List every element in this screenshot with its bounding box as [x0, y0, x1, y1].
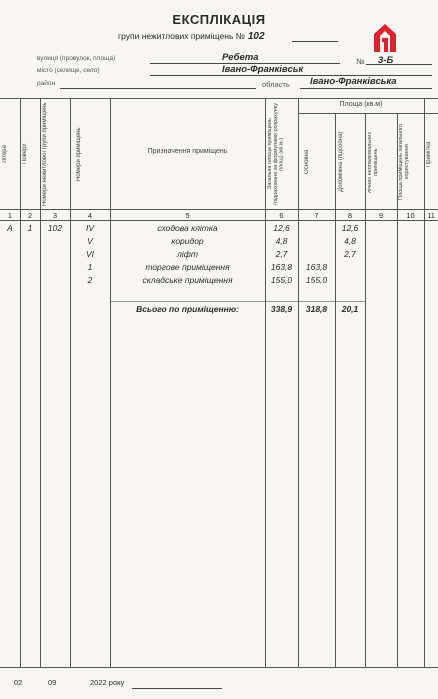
colnum-9: 9 [378, 211, 384, 220]
colnum-5: 5 [185, 211, 190, 220]
colnum-10: 10 [406, 211, 415, 220]
cell-purpose: сходова клітка [157, 223, 218, 233]
col-divider-10 [424, 98, 425, 667]
colnum-11: 11 [427, 211, 435, 220]
cell-aux: 4,8 [344, 236, 356, 246]
header-room-number: Номери приміщень [76, 127, 82, 181]
cell-main: 163,8 [305, 262, 328, 272]
cell-floor: 1 [27, 223, 33, 233]
house-label: № [356, 57, 365, 66]
region-line [300, 88, 432, 89]
document-title: ЕКСПЛІКАЦІЯ [172, 12, 266, 27]
totals-total: 338,9 [270, 304, 293, 314]
header-area-group: Площа (кв.м) [339, 101, 383, 108]
cell-purpose: коридор [171, 236, 204, 246]
cell-room: VI [85, 249, 95, 259]
col-divider-3 [70, 98, 71, 667]
totals-aux: 20,1 [341, 304, 359, 314]
street-label: вулиця (провулок, площа) [37, 55, 116, 62]
cell-total: 4,8 [275, 236, 288, 246]
header-purpose: Призначення приміщень [147, 148, 228, 155]
colnum-3: 3 [52, 211, 58, 220]
col-divider-4 [110, 98, 111, 667]
header-notes: Примітка [426, 141, 432, 167]
header-litera: Літера [2, 145, 8, 163]
cell-aux: 12,6 [341, 223, 359, 233]
footer-month: 09 [48, 678, 57, 687]
group-number-underline [292, 41, 338, 42]
col-divider-7 [335, 113, 336, 667]
group-number: 102 [247, 31, 265, 42]
cell-total: 155,0 [270, 275, 293, 285]
colnum-1: 1 [7, 211, 13, 220]
totals-separator [110, 301, 365, 302]
col-divider-8 [365, 113, 366, 667]
cell-litera: А [7, 223, 13, 233]
cell-room: 2 [87, 275, 93, 285]
col-divider-6 [298, 98, 299, 667]
header-total-area: Загальна площа приміщень (підрахована за формулами розрахунку площ) (кв.м.) [267, 103, 285, 205]
cell-aux: 2,7 [344, 249, 356, 259]
table-top-border [0, 98, 438, 99]
cell-total: 163,8 [270, 262, 293, 272]
city-value: Івано-Франківськ [222, 64, 304, 75]
col-divider-1 [20, 98, 21, 667]
table-bottom-border [0, 667, 438, 668]
district-label: район [37, 80, 56, 87]
colnum-4: 4 [87, 211, 93, 220]
cell-purpose: складське приміщення [142, 275, 233, 285]
footer-signature-line [132, 688, 222, 689]
city-label: місто (селище, село) [37, 67, 100, 74]
district-line [60, 88, 256, 89]
totals-label: Всього по приміщенню: [136, 304, 239, 314]
col-divider-5 [265, 98, 266, 667]
header-bottom-border [0, 209, 438, 210]
col-divider-2 [40, 98, 41, 667]
colnum-6: 6 [279, 211, 284, 220]
cell-room: 1 [87, 262, 93, 272]
area-group-divider [298, 113, 438, 114]
cell-group: 102 [47, 223, 63, 233]
colnum-bottom-border [0, 220, 438, 221]
header-unheated-area: лічних неопалювальних приміщень [367, 131, 379, 193]
colnum-8: 8 [347, 211, 353, 220]
totals-main: 318,8 [305, 304, 328, 314]
region-value: Івано-Франківська [310, 76, 397, 87]
cell-total: 12,6 [273, 223, 290, 233]
region-label: область [262, 80, 290, 89]
header-common-area: Площа приміщень загального користування [398, 123, 410, 201]
cell-purpose: ліфт [177, 249, 198, 259]
cell-total: 2,7 [275, 249, 288, 259]
header-group-number: Номери нежитлової групи приміщень [42, 102, 48, 206]
cell-room: V [87, 236, 93, 246]
colnum-2: 2 [27, 211, 33, 220]
cell-main: 155,0 [305, 275, 328, 285]
header-aux-area: Допоміжна (підсобна) [338, 131, 344, 193]
company-logo-icon [370, 20, 400, 54]
document-subtitle [118, 31, 265, 42]
cell-room: IV [85, 223, 95, 233]
header-floor: Поверх [22, 143, 28, 165]
colnum-7: 7 [314, 211, 319, 220]
street-value: Ребета [222, 52, 259, 63]
footer-year: 2022 року [90, 678, 125, 687]
house-value: 3-Б [378, 55, 394, 66]
house-line [366, 64, 432, 65]
footer-day: 02 [14, 678, 23, 687]
header-main-area: Основна [304, 149, 310, 175]
cell-purpose: торгове приміщення [145, 262, 230, 272]
subtitle-text: групи нежитлових приміщень № [118, 31, 245, 41]
